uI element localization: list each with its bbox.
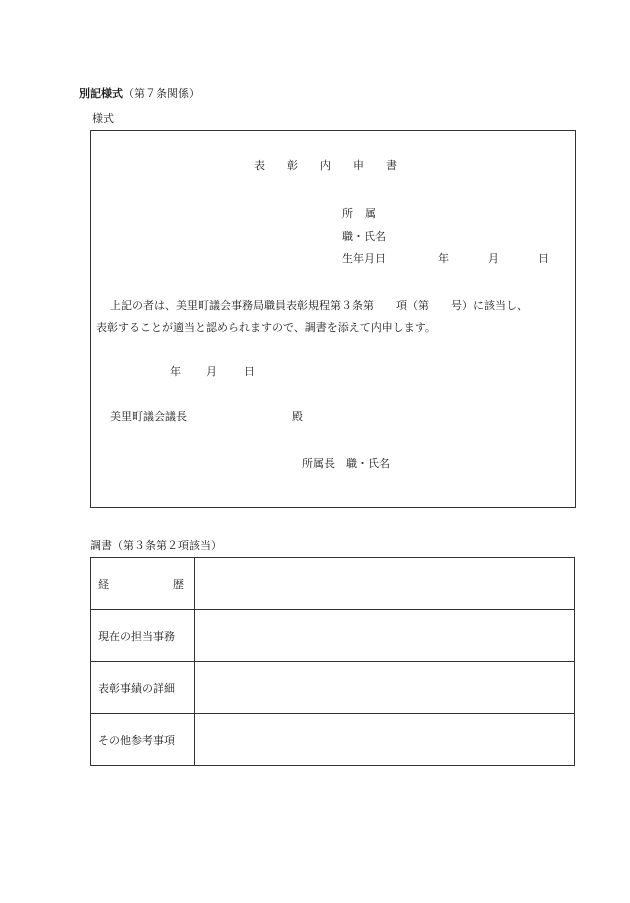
current-duties-field[interactable] [195,610,575,662]
table-row [91,558,575,610]
date-year: 年 [170,365,181,378]
body-text-line-1: 上記の者は、美里町議会事務局職員表彰規程第３条第 項（第 号）に該当し、 [110,299,528,312]
other-reference-label: その他参考事項 [91,714,195,766]
date-of-birth-row [342,252,549,265]
achievement-details-field[interactable] [195,662,575,714]
current-duties-label: 現在の担当事務 [91,610,195,662]
career-field[interactable] [195,558,575,610]
dob-label: 生年月日 [342,252,386,265]
appendix-label: 別記様式 [79,87,123,100]
career-label-char-2: 歴 [173,577,184,591]
career-label-char-1: 経 [98,577,109,591]
other-reference-field[interactable] [195,714,575,766]
achievement-details-label: 表彰事績の詳細 [91,662,195,714]
form-title: 表彰内申書 [254,159,419,172]
affiliation-label: 所属 [342,207,388,220]
appendix-header [79,88,200,99]
application-form-box [90,130,576,508]
form-label: 様式 [92,112,114,125]
submission-date [170,365,255,378]
table-row [91,610,575,662]
addressee: 美里町議会議長 [110,410,187,423]
report-label: 調書（第３条第２項該当） [90,539,222,552]
appendix-reference: （第７条関係） [123,87,200,100]
dob-year: 年 [438,252,449,265]
date-day: 日 [244,365,255,378]
department-head-signature: 所属長 職・氏名 [302,457,390,470]
date-month: 月 [206,365,217,378]
body-text-line-2: 表彰することが適当と認められますので、調書を添えて内申します。 [96,321,436,334]
table-row [91,714,575,766]
table-row [91,662,575,714]
honorific: 殿 [292,410,303,423]
dob-month: 月 [488,252,499,265]
report-table [90,557,575,766]
position-name-label: 職・氏名 [342,230,386,243]
dob-day: 日 [538,252,549,265]
career-label [91,558,195,610]
